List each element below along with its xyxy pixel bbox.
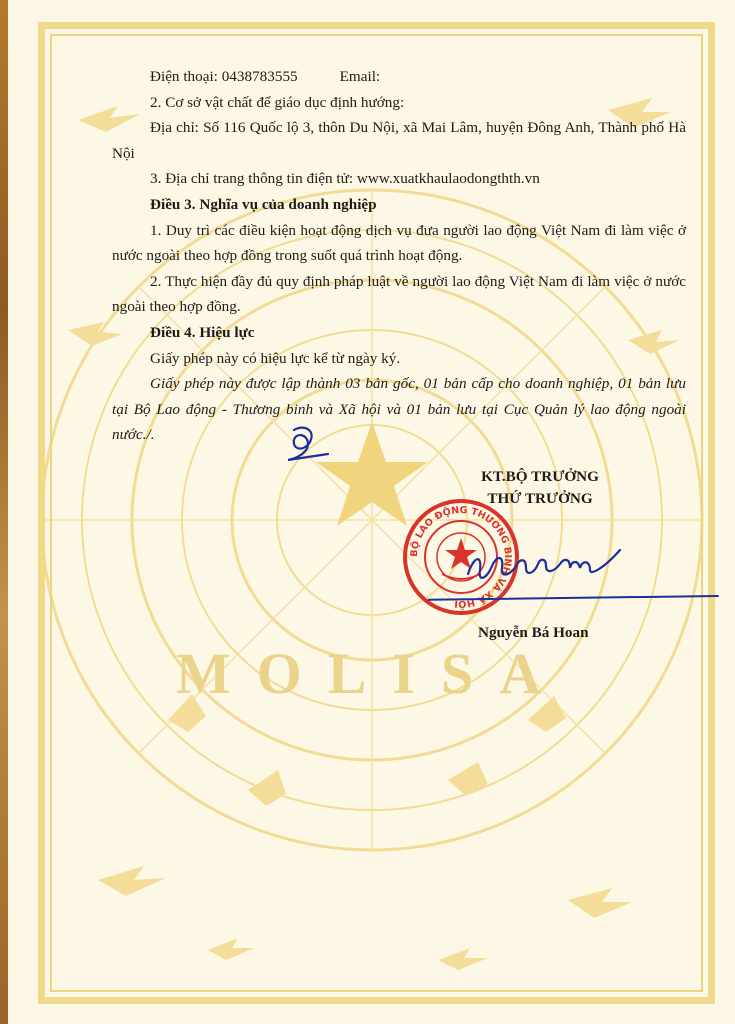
- article4-copies: Giấy phép này được lập thành 03 bản gốc, 01 bản cấp cho doanh nghiệp, 01 bản lưu tại Bộ Lao động - Thương binh và Xã hội và 01 bản lưu tại Cục Quản lý lao động ngoài nước./.: [112, 375, 686, 444]
- document-body: [112, 64, 686, 448]
- handwritten-signature: [428, 528, 728, 608]
- article3-clause1: 1. Duy trì các điều kiện hoạt động dịch vụ đưa người lao động Việt Nam đi làm việc ở nước ngoài theo hợp đồng trong suốt quá trình hoạt động.: [112, 221, 686, 265]
- item2-address: Địa chỉ: Số 116 Quốc lộ 3, thôn Du Nội, xã Mai Lâm, huyện Đông Anh, Thành phố Hà Nội: [112, 119, 686, 162]
- article4-heading: Điều 4. Hiệu lực: [150, 323, 255, 341]
- article4-effect: Giấy phép này có hiệu lực kể từ ngày ký.: [150, 349, 401, 367]
- contact-line: [112, 64, 686, 90]
- article3-heading: Điều 3. Nghĩa vụ của doanh nghiệp: [150, 195, 377, 213]
- phone-text: Điện thoại: 0438783555: [150, 68, 298, 85]
- title-line-2: THỨ TRƯỞNG: [487, 490, 593, 507]
- initial-mark: [264, 420, 344, 470]
- seal-text: BỘ LAO ĐỘNG THƯƠNG BINH VÀ XÃ HỘI: [408, 504, 514, 610]
- email-label: Email:: [339, 68, 381, 85]
- signer-name: Nguyễn Bá Hoan: [478, 624, 589, 641]
- title-line-1: KT.BỘ TRƯỞNG: [481, 468, 599, 485]
- scan-edge: [0, 0, 8, 1024]
- molisa-watermark: MOLISA: [175, 641, 568, 706]
- article3-clause2: 2. Thực hiện đầy đủ quy định pháp luật về người lao động Việt Nam đi làm việc ở nước ngoài theo hợp đồng.: [112, 272, 686, 316]
- item3-website: 3. Địa chỉ trang thông tin điện tử: www.xuatkhaulaodongthth.vn: [150, 170, 540, 188]
- item2-heading: 2. Cơ sở vật chất để giáo dục định hướng:: [150, 93, 405, 111]
- document-page: [8, 0, 735, 1024]
